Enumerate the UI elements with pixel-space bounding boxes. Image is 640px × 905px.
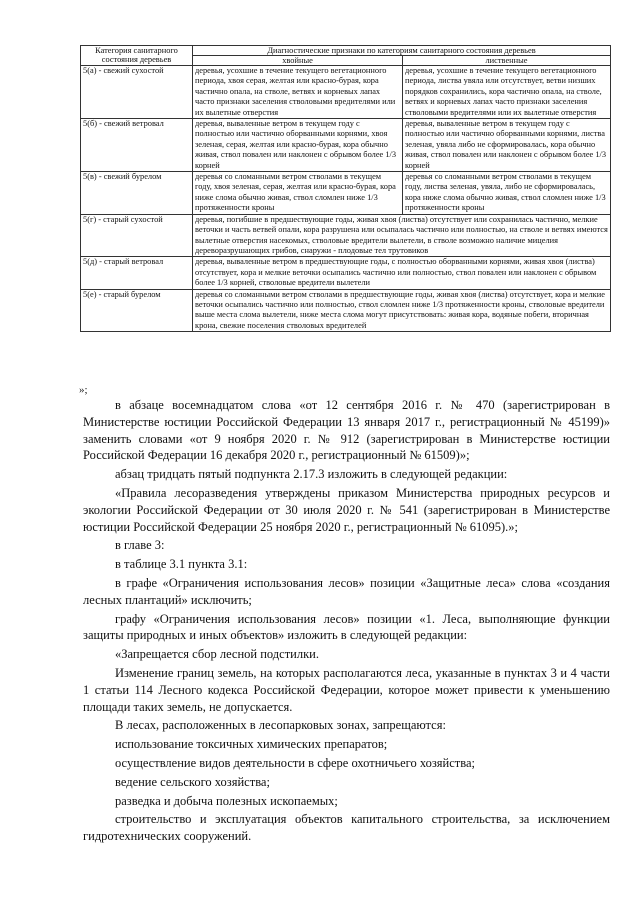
table-header-row — [81, 46, 611, 56]
paragraph: графу «Ограничения использования лесов» позиции «1. Леса, выполняющие функции защиты природных и иных объектов» изложить в следующей редакции: — [83, 611, 610, 643]
row-deciduous-signs: деревья, вываленные ветром в текущем году с полностью или частично оборванными корнями, листва зеленая, увяла либо не сформировалась, кора обычно живая, ствол повален или наклонен с обрывом более 1/3 корней — [403, 119, 611, 172]
sanitary-state-table — [80, 45, 611, 332]
paragraph: строительство и эксплуатация объектов капитального строительства, за исключением гидротехнических сооружений. — [83, 812, 610, 844]
table-row — [81, 289, 611, 332]
table-row — [81, 66, 611, 119]
row-category: 5(б) - свежий ветровал — [81, 119, 193, 172]
paragraph: В лесах, расположенных в лесопарковых зонах, запрещаются: — [115, 718, 446, 733]
paragraph: в абзаце восемнадцатом слова «от 12 сентября 2016 г. № 470 (зарегистрирован в Министерстве юстиции Российской Федерации 13 января 2017 г., регистрационный № 45199)» заменить словами «от 9 ноября 2020 г. № 912 (зарегистрирован в Министерстве юстиции Российской Федерации 16 декабря 2020 г., регистрационный № 61509)»; — [83, 398, 610, 463]
paragraph: абзац тридцать пятый подпункта 2.17.3 изложить в следующей редакции: — [115, 467, 508, 482]
row-conifer-signs: деревья, вываленные ветром в текущем году с полностью или частично оборванными корнями, хвоя зеленая, серая, желтая или красно-бурая, кора обычно живая, ствол повален или наклонен с обрывом более 1/3 корней — [193, 119, 403, 172]
paragraph: Изменение границ земель, на которых располагаются леса, указанные в пунктах 3 и 4 части 1 статьи 114 Лесного кодекса Российской Федерации, которое может привести к уменьшению площади таких земель, не допускается. — [83, 665, 610, 714]
paragraph: «Правила лесоразведения утверждены приказом Министерства природных ресурсов и экологии Российской Федерации от 30 июля 2020 г. № 541 (зарегистрирован в Министерстве юстиции Российской Федерации 25 ноября 2020 г., регистрационный № 61095).»; — [83, 485, 610, 534]
paragraph: использование токсичных химических препаратов; — [115, 737, 388, 752]
row-category: 5(в) - свежий бурелом — [81, 172, 193, 215]
header-conifer: хвойные — [193, 56, 403, 66]
amendment-text — [83, 397, 610, 847]
row-category: 5(а) - свежий сухостой — [81, 66, 193, 119]
paragraph: «Запрещается сбор лесной подстилки. — [115, 647, 319, 662]
row-merged-signs: деревья со сломанными ветром стволами в предшествующие годы, живая хвоя (листва) отсутствует, кора и мелкие веточки осыпались частично или полностью, ствол сломлен ниже 1/3 протяженности кроны, стволовые вредители выше места слома вылетели, ниже места слома могут присутствовать: живая кора, водяные побеги, вторичная крона, свежие поселения стволовых вредителей — [193, 289, 611, 332]
table-row — [81, 172, 611, 215]
paragraph: в главе 3: — [115, 538, 165, 553]
row-merged-signs: деревья, погибшие в предшествующие годы, живая хвоя (листва) отсутствует или сохранилась частично, мелкие веточки и часть ветвей опали, кора разрушена или осыпалась частично или полностью, на стволе и ветвях имеются вылетные отверстия насекомых, стволовые вредители вылетели, в стволе возможно наличие мицелия дереворазрушающих грибов, снаружи - плодовые тел трутовиков — [193, 214, 611, 257]
row-deciduous-signs: деревья со сломанными ветром стволами в текущем году, листва зеленая, увяла, либо не сформировалась, кора ниже слома обычно живая, ствол сломлен ниже 1/3 протяженности кроны — [403, 172, 611, 215]
table-row — [81, 119, 611, 172]
header-category: Категория санитарного состояния деревьев — [81, 46, 193, 66]
row-conifer-signs: деревья, усохшие в течение текущего вегетационного периода, хвоя серая, желтая или красно-бурая, кора частично опала, на стволе, ветвях и корневых лапах часто признаки заселения стволовыми вредителями или их вылетные отверстия — [193, 66, 403, 119]
row-conifer-signs: деревья со сломанными ветром стволами в текущем году, хвоя зеленая, серая, желтая или красно-бурая, кора ниже слома обычно живая, ствол сломлен ниже 1/3 протяженности кроны — [193, 172, 403, 215]
paragraph: ведение сельского хозяйства; — [115, 774, 270, 789]
table-row — [81, 214, 611, 257]
row-merged-signs: деревья, вываленные ветром в предшествующие годы, с полностью оборванными корнями, живая хвоя (листва) отсутствует, кора и мелкие веточки осыпались частично или полностью, ствол повален или наклонен с обрывом более 1/3 корней, стволовые вредители вылетели — [193, 257, 611, 289]
paragraph: в таблице 3.1 пункта 3.1: — [115, 557, 248, 572]
paragraph: осуществление видов деятельности в сфере охотничьего хозяйства; — [115, 755, 476, 770]
row-deciduous-signs: деревья, усохшие в течение текущего вегетационного периода, листва увяла или отсутствует, ветви низших порядков сохранились, кора частично опала, на стволе, ветвях и корневых лапах часто признаки заселения стволовыми вредителями или их вылетные отверстия — [403, 66, 611, 119]
paragraph: в графе «Ограничения использования лесов» позиции «Защитные леса» слова «создания лесных плантаций» исключить; — [83, 575, 610, 607]
paragraph: разведка и добыча полезных ископаемых; — [115, 793, 338, 808]
row-category: 5(е) - старый бурелом — [81, 289, 193, 332]
row-category: 5(г) - старый сухостой — [81, 214, 193, 257]
header-diagnostic-signs: Диагностические признаки по категориям санитарного состояния деревьев — [193, 46, 611, 56]
closing-quote: »; — [79, 384, 88, 396]
header-deciduous: лиственные — [403, 56, 611, 66]
table-row — [81, 257, 611, 289]
row-category: 5(д) - старый ветровал — [81, 257, 193, 289]
